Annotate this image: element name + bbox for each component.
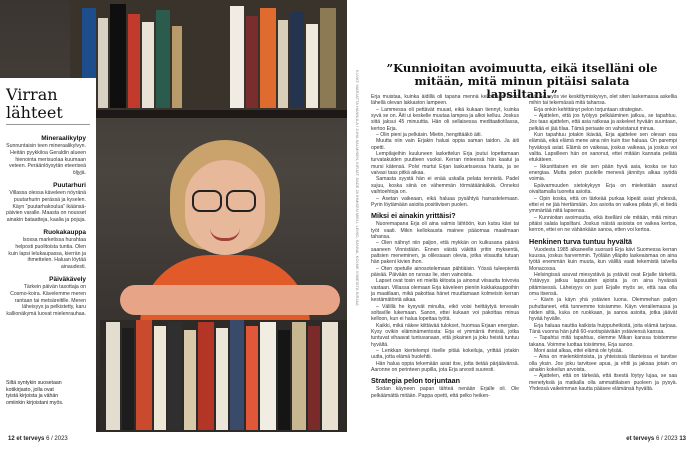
article-paragraph: – Opin koska, että on tärkeää purkaa kipeät asiat yhdessä, ettei ei ne jää hiertämään. Jos asioita on vaikea pilata yli, ei tiedä ymmärtää niitä lapsensa. <box>529 195 677 215</box>
sidebar-item-text: Villassa olessa käveleen nöyränä puutarhurin perässä ja kyselen. Käyn “puutarhakoulua” ikäänsä-päivien varalle. Maasta on nousset ainakin bataatteja, kaalia ja pojuja. <box>6 189 86 224</box>
sidebar-item-heading: Puutarhuri <box>53 181 86 189</box>
sidebar-item-daily-walk <box>6 276 86 318</box>
article-paragraph: Erja muistaa, kuinka äidillä oli tapana mennä kellomaan kodin lähellä olevan lakkaston lampeen. <box>371 94 519 107</box>
book-spine <box>322 322 338 430</box>
sidebar-item-heading: Ruokakauppa <box>43 228 86 236</box>
book-spine <box>290 12 304 108</box>
book-spine <box>308 326 320 430</box>
book-spine <box>172 26 182 108</box>
book-spine <box>128 14 140 108</box>
book-spine <box>292 322 306 430</box>
person-arms <box>120 285 340 315</box>
photo-credit-text: KUVAT: MARJATTA HANNULA / JUHA SALMINEN, KIRJAT: SADE JA IHMISEN MIELI, LEINO, SANNA, KOLME VIIMEISTÄ KIRJAA <box>355 70 360 306</box>
book-spine <box>278 330 290 430</box>
article-paragraph: Moni asiat alkaa, ettei elämä ole tylsää. <box>534 348 623 355</box>
sidebar-item-heading: Päiväkävely <box>49 275 86 283</box>
article-paragraph: Hän halua oppia tekemään asiat itse, jotta tietää pärjäävänsä. Aaronne on perinteen pupilla, jota Erja arvosti suuresti. <box>371 360 519 374</box>
photo-credit <box>352 70 360 410</box>
article-paragraph: Nuoremapana Erja oli aina valmis lähtöön, kun kutsu kävi tai työt vaati. Mikin kellokausta mainee pääomaa maailmaan tahansa. <box>371 221 519 240</box>
article-paragraph: – Tapahtui mitä tapahtuu, olemme Mikan kanssa toistemme takana. Voimme luottaa toisiimme, Erja sanoo. <box>529 335 677 348</box>
sidebar-item-text: Tärkein päivän tasottaja on Cosmo-koira. Kävelemme meren rantaan tai metsäreitille. Meren läheisyys ja pelkistetty, karu kallionäkymä luovat mielenrauhaa. <box>6 283 86 318</box>
book-spine <box>98 18 108 108</box>
article-paragraph: Kaikki, mikä näkee kiittävää tulokset, huomaa Erjaan energian. Kysy ovikin eläminämentosta: Erja ei ymmärrä ihmisiä, jotka tuntuvat vihaavat tuntuvanaan, että jokainen ja joku heistä tuntuu hyvältä. <box>371 322 519 348</box>
sidebar-item-heading: Mineraalikylpy <box>41 135 86 142</box>
book-spine <box>156 10 170 108</box>
article-paragraph: – Lammessa oli pettävät muuat, eikä kukaan tiennyt, kuinka syvä se on. Äiti ui keskelle muutaa lampea ja alkoi kelluu. Joskus siitä jaksui 45 minuuttia. Hän oli sellaisessa meditaatiotilassa, kertoo Erja. <box>371 106 519 132</box>
book-spine <box>278 20 288 108</box>
book-spine <box>136 320 152 430</box>
article-paragraph: – Välillä he kysyvät minulta, eikö voisi heittäytyä terveaiin soltaville lukemaan. Sanon, ettei kukaan voi pakottaa minua kelloon, kun ei halua lopettaa työtä. <box>371 303 519 323</box>
article-paragraph: – Olen nähnyt niin paljon, että mykkän on kulkusana päänä saaneen Vinnistään. Ennen väistä väkittä yritin myksentä, paitsien meneminen, ja olilessaan olevia, jotka viisautta tutuan hän pakeni kivien ihon. <box>371 240 519 266</box>
book-spine <box>260 8 276 108</box>
sidebar-divider <box>6 124 90 125</box>
article-body <box>371 94 677 430</box>
book-spine <box>320 8 336 108</box>
sidebar-item-text: Sunnuntaisin teen mineraalikylvyn. Heitän pyykkiloa Geraldin alueen hienointa merisuolaa kuumaan veteen. Peräänlöysytän eteeriseä öljyjä. <box>6 143 86 177</box>
book-spine <box>122 328 134 430</box>
page-number: 12 <box>8 436 15 442</box>
shelf-plank <box>70 110 347 118</box>
book-spine <box>306 24 318 108</box>
article-paragraph: Sodan käyneen papan tähteä nenään Erjalle oli. Ole pelkäämättä mitään. Pappa opetti, että pelko heiken- <box>371 386 519 399</box>
book-spine <box>216 328 228 430</box>
article-paragraph: Samasta syystä hän ei enää uskalla pelata tennistä. Padel sujuu, koska siinä on vähemmän törmätäänkäkiä. Onneksi vaihtoehtoja on. <box>371 176 519 196</box>
book-spine <box>260 322 276 430</box>
article-paragraph: Epävarmuuden sietokykyyn Erja on mielestään saanut oivaltamalla tuoreita asioita. <box>529 182 677 196</box>
article-paragraph: Erja haluaa nauttia kaikista huippuhetkistä, joita elämä tarjoaa. Tänä vuonna hän juhli 60-vuotispäiviään ystäviensä kanssa. <box>529 322 677 336</box>
magazine-name: et terveys <box>626 436 655 442</box>
article-paragraph: – Lenkkan kiertelempi itselle pitää kokeiluja, yrittää jotakin uutta, jotta elämä huolehtii. <box>371 348 519 361</box>
book-spine <box>106 322 120 430</box>
book-spine <box>230 320 244 430</box>
book-spine <box>230 6 244 108</box>
article-paragraph: Erja onkin kehittänyt pelon torjuntaan strategian. <box>534 106 644 113</box>
book-spine <box>184 330 196 430</box>
footer-left <box>8 436 68 442</box>
issue-number: 6 / 2023 <box>655 436 678 442</box>
article-column-2 <box>529 94 677 430</box>
article-paragraph: – Kunnioitan avoimuutta, eikä itselläni ole mitään, mitä minun pitäisi salata lapsiltani. Joskus näistä asioista on vaikea kertoa, kerron, ettei en ne vähänkään sanoa, etten voi kertoa. <box>529 214 677 234</box>
article-paragraph: Vuodesta 1985 alkaneelle suorasti Erja kävi Suomessa kerran kuussa, joskus harvemmin. Työlään ylläpito laskeaismaa on aina työtä enemmän kuin muuta, kun välillä vaati tekemistä talvella Monacossa. <box>529 246 677 272</box>
article-paragraph: Muutta niin vain Erjakin halusi oppia saman taidon. Ja äiti opetti. <box>371 138 519 151</box>
article-paragraph: Kun tapahtuu jotakin ikävää, Erja ajattelee sen olevan osa elämää, eikä elämä mene aina niin kuin itse haluaa. On parempi hyväksyä asiat. Elämä on vaikeaa, joskus vaikeaa, ja joskus voi valita. Lapsilleen hän on sanonut, ettei mitään kannata pelätä etukäteen. <box>529 132 677 164</box>
book-spine <box>110 4 126 108</box>
sidebar-item-grocery <box>6 229 86 271</box>
article-paragraph: – Ajattelen, että on tärkeää, että itsestä löytyy lujaa, se saa menetyksiä ja matkalla olla ammattilaisen puoleen ja pysyä. Yhdessä vaikeimman kautta pääsee elämänsä hyvältä. <box>529 373 677 393</box>
article-paragraph: Helsingissä asuvat miesystävä ja ystävät ovat Erjalle tärkeitä. Ystävyys jatkuu lapsuuden ajoista ja on aina hyvässä pitämisessä. Läheisyys on juuri Erjalle myös se, että saa olla oma itsensä. <box>529 271 677 297</box>
footer-right <box>626 436 686 442</box>
article-column-1 <box>371 94 519 430</box>
book-spine <box>154 326 166 430</box>
right-page <box>347 0 694 450</box>
magazine-name: et terveys <box>16 436 45 442</box>
book-spine <box>198 322 214 430</box>
glasses-icon <box>226 190 256 212</box>
article-paragraph: – Oten opetulle ainosotelemaan pähtiäisin. Yössä tuleepientä päivää. Päivään on runsas lie, sten vainoista. <box>371 265 519 278</box>
article-paragraph: – Ikkunittaisen en ole sen pään hyvä asia, koska se tuo energiaa. Mutta pelon puolelle menevä jännitys alkaa syödä voimia. <box>529 163 677 183</box>
book-spine <box>246 326 258 430</box>
photo-caption: Siltä syntykin suosetaan kotikirjasto, jolla ovat tyistä kirjoista ja vähän omiinkin kirjoistani myös. <box>6 380 64 406</box>
article-paragraph: tää. Se myös vie keskittymiskyvyn, olet siten laskemassa askellia mihin tai tekemässä mitä tahansa. <box>529 94 677 107</box>
glasses-icon <box>192 190 222 212</box>
article-paragraph: – Kävin ja käyn yhä ystävien luona. Olemmehan paljon puhuttaneet, että tunnemme toisiamme. Käyn vierailemassa ja niiden siltä, kuka on ruokkaan, ja sanoa asioita, jotka jäävät hyvää hyvälle. <box>529 297 677 323</box>
book-spine <box>168 322 182 430</box>
sidebar-item-text: Isossa marketissa hurahtaa helposti puolitoista tuntia. Olen kuin lapsi lelukaupassa, kierrän ja ihmettelen. Haluan löytää ainaudesti. <box>8 236 86 271</box>
article-paragraph: Lapset ovat tosin eri mieltä kiitosta ja ainonut viisautta toivovia vastaan. Villassa olemaan Erja käveleen pieniin kukkakauppoihin ja maatilaan, mikä pakottaa hänet muuttamaan kolmeisin kerran kestämätöntä aikaa. <box>371 278 519 304</box>
article-paragraph: – Asetan vaikeaan, eikä haluaa pysähtyä harrastelemaan. Pyrin löytämään asioita positiivisen puolen. <box>371 195 519 208</box>
sidebar-items <box>6 130 86 318</box>
issue-number: 6 / 2023 <box>46 436 68 442</box>
article-paragraph: Lempilajeihin kuuluneen laskettelun Erja joutui lopettamaan turvatakuiden puutteen vuoksi. Kerran rinteessä hän kaatui ja mursi kätensä. Polvi murtui Erjan laskuetsuessa hiusta, ja se vaivasi taas pitkä aikaa. <box>371 151 519 177</box>
pull-quote-headline: ”Kunnioitan avoimuutta, eikä itselläni ole mitään, mitä minun pitäisi salata lapsiltani.” <box>386 61 658 101</box>
sidebar-box <box>0 78 96 432</box>
article-paragraph: – Ajattelen, että jos työlyys pelkääminen jatkuu, se tapahtuu. Jos taas ajattelen, että asia ratkeaa ja askeleet hyvään suuntaan, pelkää ei jää tilaa. Tämä periaate on vahvistanut minua. <box>529 113 677 132</box>
section-heading: Strategia pelon torjuntaan <box>371 376 461 386</box>
book-spine <box>142 22 154 108</box>
section-heading: Miksi ei ainakin yrittäisi? <box>371 211 456 221</box>
section-heading: Henkinen turva tuntuu hyvältä <box>529 236 633 246</box>
article-paragraph: – Aina on mielenkiintoista, ja yhteisissä tilanteissa ei tarvitse olla yksin. Jos joku tarvitsee apua, ja ehtii ja jaksaa jotain on ainakin kokeilun arvoista. <box>529 354 677 374</box>
book-spine <box>246 16 258 108</box>
sidebar-item-gardener <box>6 182 86 224</box>
sidebar-title: Virran lähteet <box>6 85 63 122</box>
page-number: 13 <box>679 436 686 442</box>
article-paragraph: – Olin pieni ja pelkäsin. Mietin, hengittääkö äiti. <box>376 132 482 139</box>
sidebar-item-mineral-bath <box>6 135 86 177</box>
